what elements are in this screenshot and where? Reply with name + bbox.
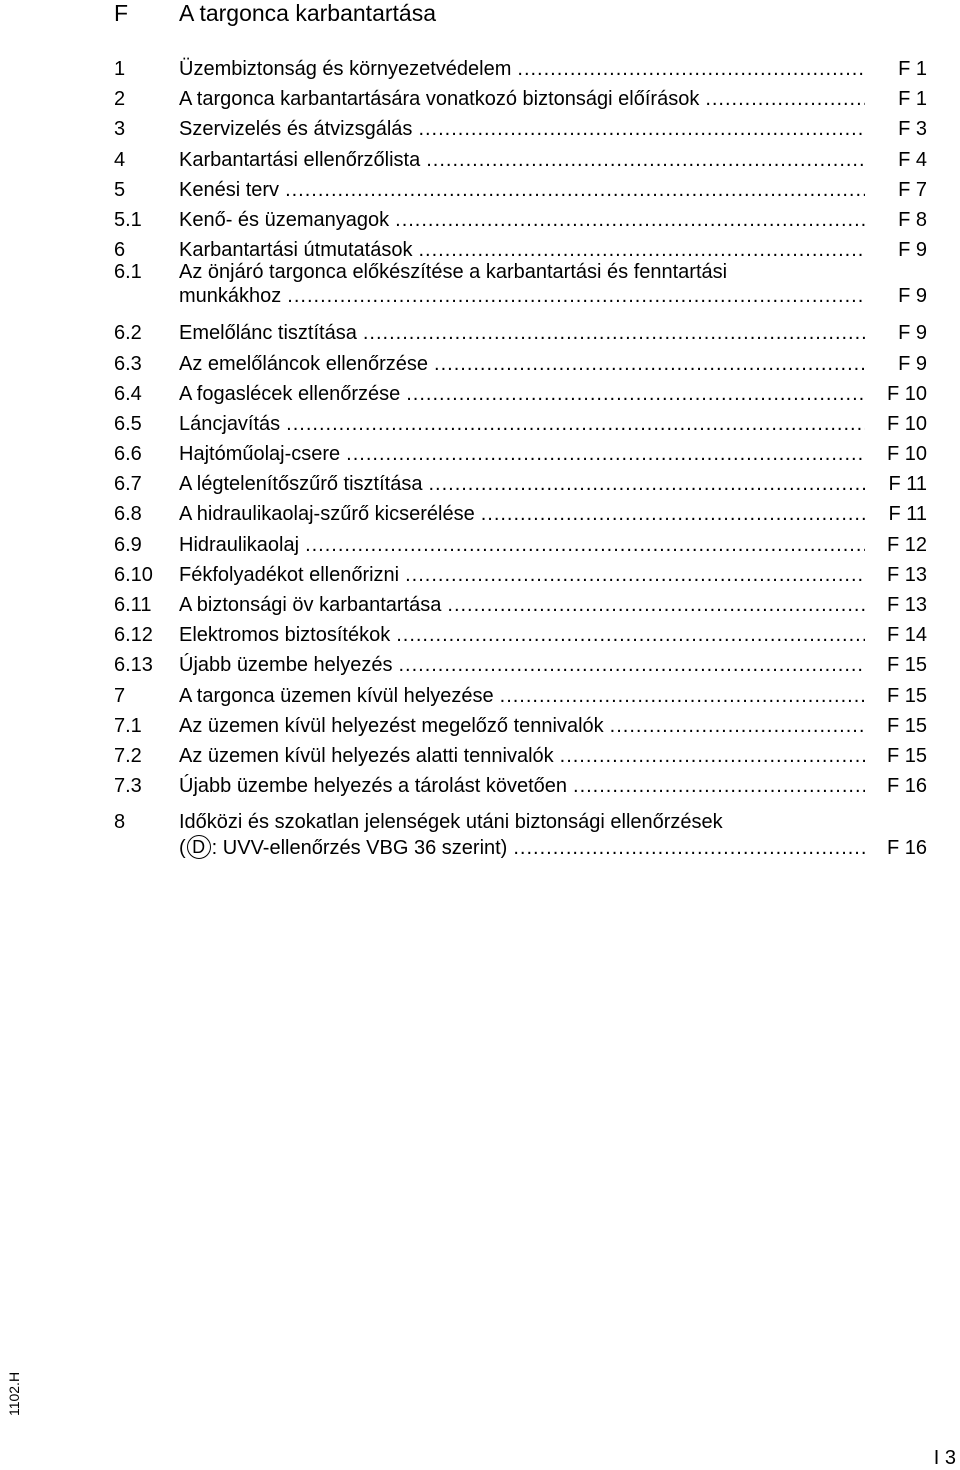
toc-page: F 15 bbox=[886, 684, 927, 707]
toc-entry[interactable] bbox=[0, 175, 960, 205]
toc-number: 6.13 bbox=[114, 654, 153, 677]
dot-leader bbox=[500, 681, 865, 711]
toc-number: 6.5 bbox=[114, 412, 142, 435]
toc-page: F 9 bbox=[898, 239, 927, 262]
dot-leader bbox=[346, 439, 865, 469]
toc-entry[interactable] bbox=[0, 205, 960, 235]
chapter-letter: F bbox=[114, 0, 129, 26]
dot-leader bbox=[610, 711, 865, 741]
toc-label: Elektromos biztosítékok bbox=[179, 624, 391, 647]
toc-label: Kenő- és üzemanyagok bbox=[179, 208, 390, 231]
toc-label: Üzembiztonság és környezetvédelem bbox=[179, 58, 512, 80]
toc-number: 5.1 bbox=[114, 208, 142, 231]
toc-label: A fogaslécek ellenőrzése bbox=[179, 382, 401, 405]
toc-page: F 13 bbox=[886, 594, 927, 616]
toc-page: F 16 bbox=[886, 775, 927, 798]
toc-number: 2 bbox=[114, 88, 126, 111]
toc-page: F 10 bbox=[886, 412, 927, 435]
toc-label: Fékfolyadékot ellenőrizni bbox=[179, 563, 400, 586]
toc-page: F 10 bbox=[886, 382, 927, 405]
toc-entry[interactable] bbox=[0, 741, 960, 771]
toc-label: Újabb üzembe helyezés a tárolást követően bbox=[179, 775, 568, 798]
dot-leader bbox=[396, 620, 865, 650]
toc-entry[interactable] bbox=[0, 439, 960, 469]
toc-number: 7 bbox=[114, 684, 126, 707]
toc-page: F 4 bbox=[898, 148, 927, 171]
toc-entry[interactable] bbox=[0, 650, 960, 680]
toc-label: A targonca karbantartására vonatkozó biztonsági előírások bbox=[179, 88, 700, 111]
toc-entry[interactable] bbox=[0, 379, 960, 409]
toc-page: F 13 bbox=[886, 563, 927, 586]
toc-page: F 1 bbox=[898, 58, 927, 80]
toc-entry[interactable] bbox=[0, 590, 960, 620]
dot-leader bbox=[426, 145, 865, 175]
document-code bbox=[6, 1360, 34, 1430]
dot-leader bbox=[286, 409, 865, 439]
toc-label: Újabb üzembe helyezés bbox=[179, 654, 393, 677]
toc-number: 7.3 bbox=[114, 775, 142, 798]
toc-entry[interactable] bbox=[0, 261, 960, 318]
dot-leader bbox=[398, 650, 865, 680]
toc-entry[interactable] bbox=[0, 530, 960, 560]
toc-number: 3 bbox=[114, 118, 126, 141]
toc-label: Szervizelés és átvizsgálás bbox=[179, 118, 413, 141]
toc-number: 8 bbox=[114, 811, 126, 834]
toc-entry[interactable] bbox=[0, 499, 960, 529]
dot-leader bbox=[428, 469, 865, 499]
toc-entry[interactable] bbox=[0, 114, 960, 144]
toc-label: Emelőlánc tisztítása bbox=[179, 322, 357, 345]
toc-entry[interactable] bbox=[0, 145, 960, 175]
toc-number: 6.8 bbox=[114, 503, 142, 526]
toc-label: munkákhoz bbox=[179, 285, 282, 308]
toc-page: F 15 bbox=[886, 714, 927, 737]
toc-number: 6.10 bbox=[114, 563, 153, 586]
toc-number: 6.12 bbox=[114, 624, 153, 647]
toc-number: 6.4 bbox=[114, 382, 142, 405]
toc-page: F 3 bbox=[898, 118, 927, 141]
toc-number: 1 bbox=[114, 58, 126, 80]
toc-number: 4 bbox=[114, 148, 126, 171]
toc-page: F 1 bbox=[898, 88, 927, 111]
dot-leader bbox=[705, 84, 865, 114]
dot-leader bbox=[573, 771, 865, 801]
toc-page: F 11 bbox=[888, 473, 927, 496]
country-code-d-icon: D bbox=[187, 835, 211, 859]
toc-entry[interactable] bbox=[0, 771, 960, 801]
dot-leader bbox=[395, 205, 865, 235]
toc-entry[interactable] bbox=[0, 409, 960, 439]
toc-label: Hajtóműolaj-csere bbox=[179, 443, 341, 466]
toc-entry[interactable] bbox=[0, 318, 960, 348]
dot-leader bbox=[406, 379, 865, 409]
toc-label-line1: Időközi és szokatlan jelenségek utáni biztonsági ellenőrzések bbox=[179, 811, 723, 834]
toc-label: A hidraulikaolaj-szűrő kicserélése bbox=[179, 503, 475, 526]
dot-leader bbox=[285, 175, 865, 205]
toc-label: Láncjavítás bbox=[179, 412, 281, 435]
dot-leader bbox=[287, 281, 865, 311]
toc-label: A targonca üzemen kívül helyezése bbox=[179, 684, 494, 707]
dot-leader bbox=[418, 114, 865, 144]
dot-leader bbox=[305, 530, 865, 560]
toc-entry[interactable] bbox=[0, 469, 960, 499]
toc-page: F 11 bbox=[888, 503, 927, 526]
toc-number: 6.6 bbox=[114, 443, 142, 466]
dot-leader bbox=[513, 833, 865, 863]
toc-label: A biztonsági öv karbantartása bbox=[179, 594, 442, 616]
toc-entry[interactable] bbox=[0, 801, 960, 861]
toc-page: F 9 bbox=[898, 322, 927, 345]
toc-label: Karbantartási útmutatások bbox=[179, 239, 413, 262]
toc-number: 7.1 bbox=[114, 714, 142, 737]
dot-leader bbox=[481, 499, 865, 529]
toc-number: 5 bbox=[114, 178, 126, 201]
table-of-contents bbox=[0, 54, 960, 861]
toc-page: F 8 bbox=[898, 208, 927, 231]
toc-page: F 16 bbox=[886, 837, 927, 860]
dot-leader bbox=[517, 54, 865, 84]
dot-leader bbox=[363, 318, 865, 348]
toc-page: F 9 bbox=[898, 352, 927, 375]
toc-entry[interactable] bbox=[0, 560, 960, 590]
toc-entry[interactable] bbox=[0, 349, 960, 379]
toc-entry[interactable] bbox=[0, 84, 960, 114]
toc-number: 6.3 bbox=[114, 352, 142, 375]
toc-number: 6.9 bbox=[114, 533, 142, 556]
toc-label: Kenési terv bbox=[179, 178, 280, 201]
toc-number: 6.1 bbox=[114, 261, 142, 284]
toc-entry[interactable] bbox=[0, 681, 960, 711]
toc-page: F 9 bbox=[898, 285, 927, 308]
toc-entry[interactable] bbox=[0, 711, 960, 741]
toc-page: F 12 bbox=[886, 533, 927, 556]
toc-entry[interactable] bbox=[0, 54, 960, 84]
toc-label: Hidraulikaolaj bbox=[179, 533, 300, 556]
dot-leader bbox=[560, 741, 865, 771]
toc-label: Karbantartási ellenőrzőlista bbox=[179, 148, 421, 171]
toc-page: F 10 bbox=[886, 443, 927, 466]
toc-page: F 15 bbox=[886, 654, 927, 677]
dot-leader bbox=[447, 590, 865, 620]
toc-page: F 7 bbox=[898, 178, 927, 201]
toc-label-line1: Az önjáró targonca előkészítése a karbantartási és fenntartási bbox=[179, 261, 728, 284]
chapter-title: A targonca karbantartása bbox=[179, 0, 436, 26]
toc-entry[interactable] bbox=[0, 620, 960, 650]
open-paren: ( bbox=[179, 837, 186, 860]
toc-label: Az emelőláncok ellenőrzése bbox=[179, 352, 429, 375]
toc-label: A légtelenítőszűrő tisztítása bbox=[179, 473, 423, 496]
toc-label: Az üzemen kívül helyezés alatti tennivalók bbox=[179, 744, 554, 767]
document-code-text: 1102.H bbox=[6, 1371, 23, 1417]
dot-leader bbox=[434, 349, 865, 379]
toc-page: F 15 bbox=[886, 744, 927, 767]
dot-leader bbox=[405, 560, 865, 590]
toc-number: 6.2 bbox=[114, 322, 142, 345]
toc-label-rest: : UVV-ellenőrzés VBG 36 szerint) bbox=[211, 837, 508, 860]
toc-label bbox=[179, 833, 507, 863]
toc-number: 6 bbox=[114, 239, 126, 262]
toc-page: F 14 bbox=[886, 624, 927, 647]
toc-number: 7.2 bbox=[114, 744, 142, 767]
page-number: I 3 bbox=[933, 1447, 956, 1469]
toc-label: Az üzemen kívül helyezést megelőző tennivalók bbox=[179, 714, 604, 737]
toc-number: 6.7 bbox=[114, 473, 142, 496]
toc-number: 6.11 bbox=[114, 594, 152, 616]
chapter-heading bbox=[0, 0, 960, 30]
